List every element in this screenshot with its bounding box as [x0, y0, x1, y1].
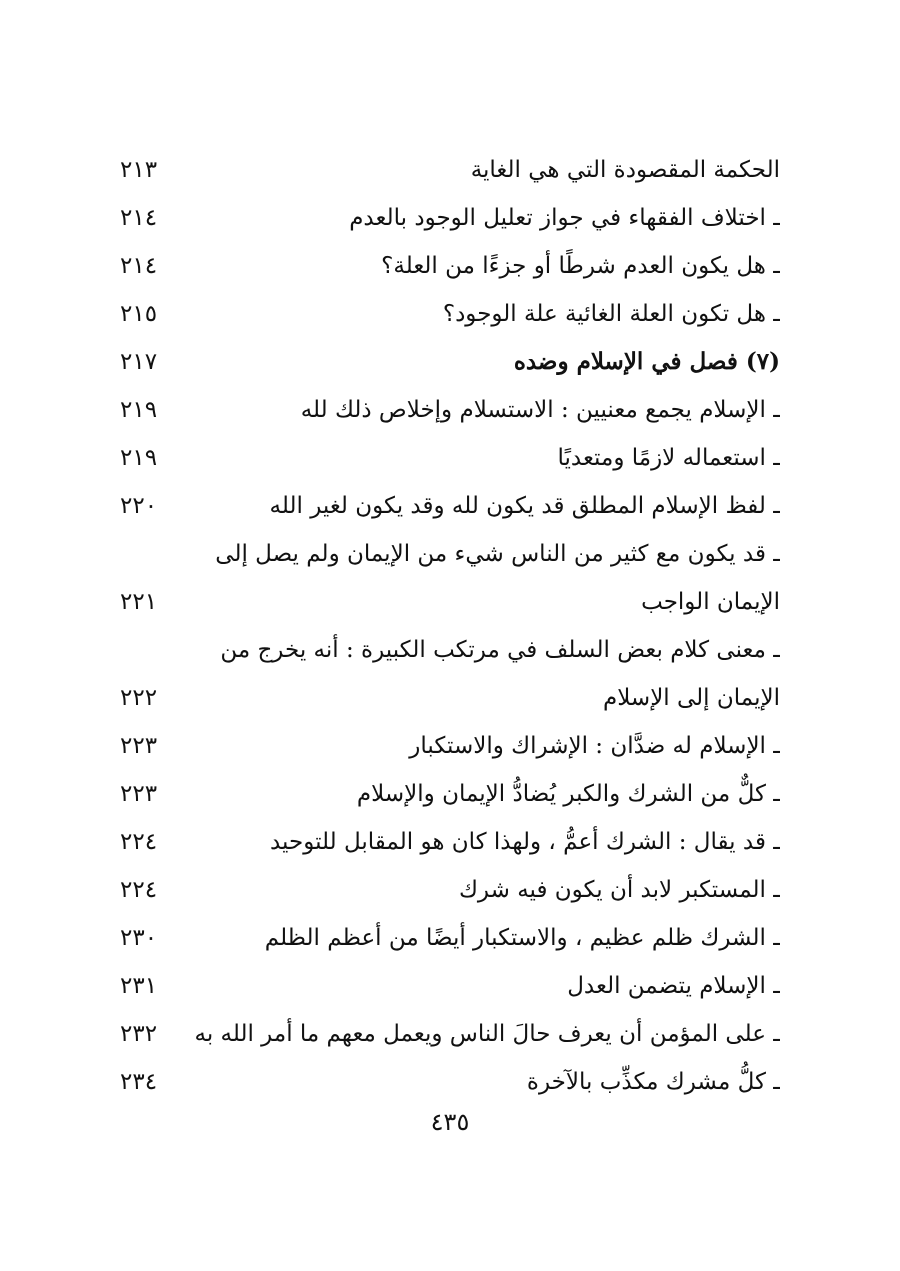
table-of-contents	[120, 146, 780, 1106]
toc-section-heading	[120, 338, 780, 386]
toc-entry-page: ٢٣١	[120, 973, 158, 999]
toc-entry-page: ٢٢٣	[120, 781, 158, 807]
toc-entry-page: ٢٢٠	[120, 493, 158, 519]
toc-entry-title-line-2: الإيمان إلى الإسلام	[602, 685, 780, 711]
toc-entry-page: ٢٣٠	[120, 925, 158, 951]
toc-entry-title: ـ لفظ الإسلام المطلق قد يكون لله وقد يكون لغير الله	[269, 493, 780, 519]
toc-entry-title: ـ على المؤمن أن يعرف حالَ الناس ويعمل معهم ما أمر الله به	[194, 1021, 780, 1047]
toc-entry-title: ـ اختلاف الفقهاء في جواز تعليل الوجود بالعدم	[349, 205, 780, 231]
toc-entry-title: الحكمة المقصودة التي هي الغاية	[470, 157, 780, 183]
toc-entry-page: ٢١٤	[120, 253, 158, 279]
toc-entry-line-1	[120, 530, 780, 578]
toc-entry-title: ـ الشرك ظلم عظيم ، والاستكبار أيضًا من أعظم الظلم	[264, 925, 780, 951]
toc-entry-title: ـ هل يكون العدم شرطًا أو جزءًا من العلة؟	[381, 253, 780, 279]
toc-entry	[120, 770, 780, 818]
toc-entry-page: ٢٣٤	[120, 1069, 158, 1095]
toc-entry	[120, 146, 780, 194]
toc-entry-title: (٧) فصل في الإسلام وضده	[513, 348, 780, 375]
toc-entry	[120, 290, 780, 338]
toc-entry-page: ٢١٩	[120, 445, 158, 471]
toc-entry	[120, 386, 780, 434]
toc-entry	[120, 1010, 780, 1058]
toc-entry-title-line-1: ـ قد يكون مع كثير من الناس شيء من الإيمان ولم يصل إلى	[215, 541, 780, 567]
toc-entry-page: ٢٢٤	[120, 829, 158, 855]
toc-entry	[120, 866, 780, 914]
page-number: ٤٣٥	[430, 1108, 470, 1136]
toc-entry-page: ٢١٣	[120, 157, 158, 183]
toc-entry	[120, 242, 780, 290]
toc-entry-title: ـ كلٌّ من الشرك والكبر يُضادُّ الإيمان والإسلام	[356, 781, 780, 807]
toc-entry	[120, 722, 780, 770]
toc-entry-title: ـ الإسلام يتضمن العدل	[567, 973, 780, 999]
toc-entry	[120, 482, 780, 530]
toc-entry-title-line-1: ـ معنى كلام بعض السلف في مرتكب الكبيرة : أنه يخرج من	[220, 637, 780, 663]
toc-entry	[120, 818, 780, 866]
toc-entry	[120, 1058, 780, 1106]
toc-entry-page: ٢١٥	[120, 301, 158, 327]
toc-entry-title-line-2: الإيمان الواجب	[641, 589, 780, 615]
toc-entry-title: ـ المستكبر لابد أن يكون فيه شرك	[458, 877, 780, 903]
toc-entry-title: ـ الإسلام له ضدَّان : الإشراك والاستكبار	[409, 733, 780, 759]
toc-entry-page: ٢٣٢	[120, 1021, 158, 1047]
toc-entry	[120, 962, 780, 1010]
toc-entry-title: ـ هل تكون العلة الغائية علة الوجود؟	[442, 301, 780, 327]
toc-entry-page: ٢١٤	[120, 205, 158, 231]
toc-entry-line-2	[120, 578, 780, 626]
toc-entry-title: ـ كلُّ مشرك مكذِّب بالآخرة	[526, 1069, 780, 1095]
toc-entry-page: ٢٢٣	[120, 733, 158, 759]
toc-entry-title: ـ قد يقال : الشرك أعمُّ ، ولهذا كان هو المقابل للتوحيد	[269, 829, 780, 855]
toc-entry-title: ـ استعماله لازمًا ومتعديًا	[557, 445, 780, 471]
toc-entry	[120, 194, 780, 242]
toc-entry-line-1	[120, 626, 780, 674]
toc-entry-page: ٢٢٢	[120, 685, 158, 711]
toc-entry	[120, 914, 780, 962]
toc-entry-page: ٢١٧	[120, 349, 158, 375]
toc-entry	[120, 434, 780, 482]
toc-entry-page: ٢٢٤	[120, 877, 158, 903]
toc-entry-title: ـ الإسلام يجمع معنيين : الاستسلام وإخلاص ذلك لله	[300, 397, 780, 423]
toc-entry-page: ٢٢١	[120, 589, 158, 615]
toc-entry-page: ٢١٩	[120, 397, 158, 423]
toc-entry-line-2	[120, 674, 780, 722]
